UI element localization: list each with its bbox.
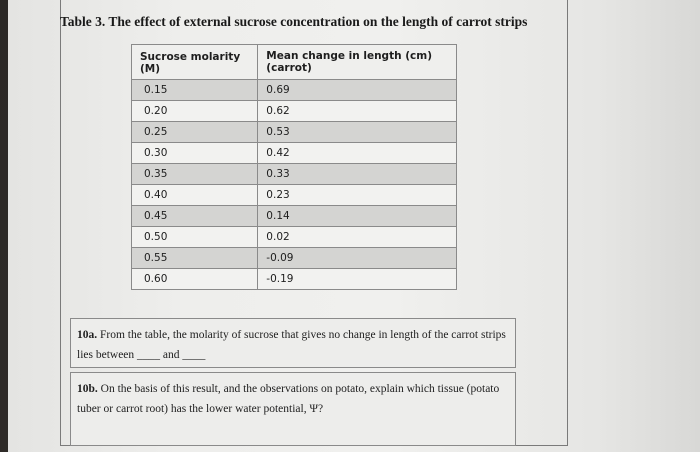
length-change-cell: -0.19 <box>258 269 457 290</box>
question-10a-text: From the table, the molarity of sucrose that gives no change in length of the carrot strips lies between ____ and ____ <box>77 329 506 361</box>
question-10b-number: 10b. <box>77 383 98 395</box>
molarity-cell: 0.25 <box>132 122 258 143</box>
molarity-cell: 0.60 <box>132 269 258 290</box>
question-10b-box[interactable] <box>70 372 516 446</box>
length-change-cell: 0.53 <box>258 122 457 143</box>
length-change-cell: 0.33 <box>258 164 457 185</box>
length-change-cell: 0.02 <box>258 227 457 248</box>
table-row <box>132 248 457 269</box>
header-mean-change: Mean change in length (cm) (carrot) <box>258 45 457 80</box>
sucrose-data-table <box>131 44 457 290</box>
table-row <box>132 122 457 143</box>
length-change-cell: -0.09 <box>258 248 457 269</box>
molarity-cell: 0.15 <box>132 80 258 101</box>
molarity-cell: 0.40 <box>132 185 258 206</box>
molarity-cell: 0.35 <box>132 164 258 185</box>
table-title: Table 3. The effect of external sucrose concentration on the length of carrot strips <box>60 14 528 29</box>
molarity-cell: 0.20 <box>132 101 258 122</box>
molarity-cell: 0.30 <box>132 143 258 164</box>
table-row <box>132 227 457 248</box>
header-sucrose-molarity: Sucrose molarity (M) <box>132 45 258 80</box>
table-row <box>132 185 457 206</box>
question-10b-text: On the basis of this result, and the observations on potato, explain which tissue (potato tuber or carrot root) has the lower water potential, Ψ? <box>77 383 500 415</box>
table-row <box>132 206 457 227</box>
length-change-cell: 0.42 <box>258 143 457 164</box>
table-row <box>132 143 457 164</box>
length-change-cell: 0.62 <box>258 101 457 122</box>
length-change-cell: 0.14 <box>258 206 457 227</box>
question-10a-box[interactable] <box>70 318 516 368</box>
length-change-cell: 0.69 <box>258 80 457 101</box>
question-10a-number: 10a. <box>77 329 98 341</box>
molarity-cell: 0.45 <box>132 206 258 227</box>
table-row <box>132 164 457 185</box>
table-header-row <box>132 45 457 80</box>
table-row <box>132 269 457 290</box>
molarity-cell: 0.50 <box>132 227 258 248</box>
table-row <box>132 101 457 122</box>
table-row <box>132 80 457 101</box>
length-change-cell: 0.23 <box>258 185 457 206</box>
molarity-cell: 0.55 <box>132 248 258 269</box>
